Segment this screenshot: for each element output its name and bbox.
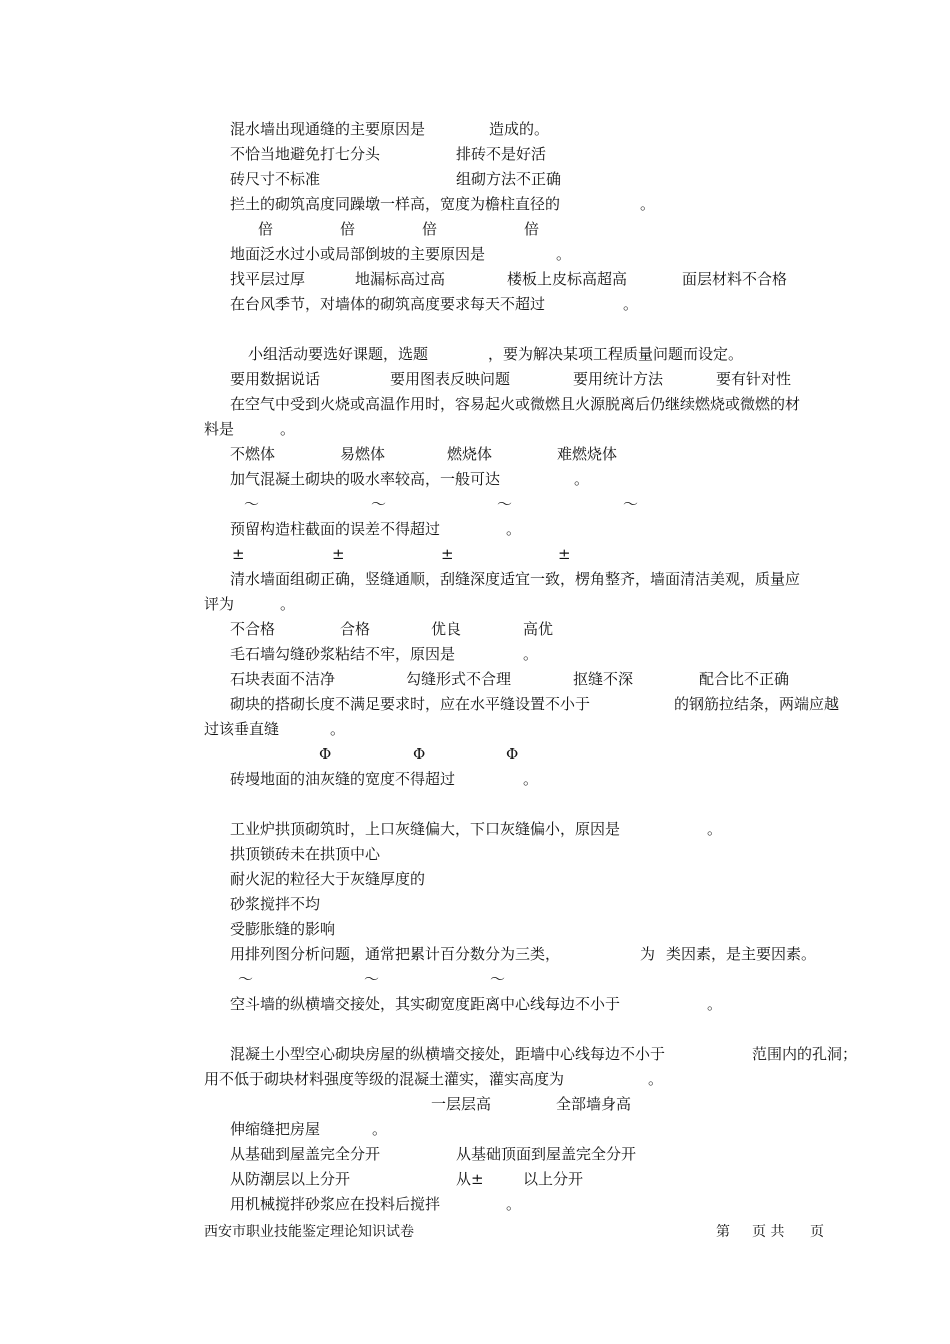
text-segment: 过该垂直缝 (204, 720, 280, 738)
option-text: ± (558, 545, 571, 563)
option-text: 不合格 (230, 620, 276, 638)
text-segment: 。 (574, 470, 590, 488)
option-text: 砖尺寸不标准 (230, 170, 321, 188)
option-text: ～ (238, 970, 254, 988)
option-text: ～ (364, 970, 380, 988)
option-text: 要用统计方法 (573, 370, 664, 388)
option-text: 拱顶锁砖未在拱顶中心 (230, 845, 381, 863)
option-text: 不恰当地避免打七分头 (230, 145, 381, 163)
text-segment: 小组活动要选好课题，选题 (248, 345, 429, 363)
footer-page-label: 页 共 (752, 1224, 785, 1240)
option-text: 易燃体 (340, 445, 386, 463)
option-text: 倍 (524, 220, 540, 238)
text-segment: 混凝土小型空心砌块房屋的纵横墙交接处，距墙中心线每边不小于 (230, 1045, 666, 1063)
option-text: 组砌方法不正确 (456, 170, 562, 188)
text-segment: 砖墁地面的油灰缝的宽度不得超过 (230, 770, 456, 788)
text-segment: 用排列图分析问题，通常把累计百分数分为三类， (230, 945, 561, 963)
option-text: 要用数据说话 (230, 370, 321, 388)
option-text: Φ (319, 745, 332, 763)
text-segment: 的钢筋拉结条，两端应越 (674, 695, 840, 713)
option-text: 从基础顶面到屋盖完全分开 (456, 1145, 637, 1163)
text-segment: 评为 (204, 595, 235, 613)
option-text: ± (232, 545, 245, 563)
text-segment: 砌块的搭砌长度不满足要求时，应在水平缝设置不小于 (230, 695, 591, 713)
option-text: 倍 (258, 220, 274, 238)
option-text: 楼板上皮标高超高 (507, 270, 628, 288)
option-text: 燃烧体 (447, 445, 493, 463)
option-text: 高优 (523, 620, 554, 638)
option-text: Φ (506, 745, 519, 763)
text-segment: 。 (707, 995, 723, 1013)
text-segment: 。 (523, 770, 539, 788)
text-segment: 为 (640, 945, 656, 963)
option-text: 优良 (431, 620, 462, 638)
option-text: 倍 (340, 220, 356, 238)
text-segment: 伸缩缝把房屋 (230, 1120, 321, 1138)
option-text: ～ (623, 495, 639, 513)
text-segment: 用机械搅拌砂浆应在投料后搅拌 (230, 1195, 441, 1213)
option-text: 从基础到屋盖完全分开 (230, 1145, 381, 1163)
option-text: 从防潮层以上分开 (230, 1170, 351, 1188)
text-segment: 。 (556, 245, 572, 263)
text-segment: 。 (280, 595, 296, 613)
text-segment: 加气混凝土砌块的吸水率较高，一般可达 (230, 470, 501, 488)
option-text: 全部墙身高 (556, 1095, 632, 1113)
text-segment: 。 (623, 295, 639, 313)
text-segment: 。 (640, 195, 656, 213)
text-segment: 混水墙出现通缝的主要原因是 (230, 120, 426, 138)
option-text: 石块表面不洁净 (230, 670, 336, 688)
text-segment: 在空气中受到火烧或高温作用时，容易起火或微燃且火源脱离后仍继续燃烧或微燃的材 (230, 395, 801, 413)
text-segment: 。 (523, 645, 539, 663)
option-text: 面层材料不合格 (682, 270, 788, 288)
option-text: 难燃烧体 (557, 445, 618, 463)
option-text: 从± (456, 1170, 484, 1188)
option-text: 以上分开 (523, 1170, 584, 1188)
option-text: 排砖不是好活 (456, 145, 547, 163)
option-text: 倍 (422, 220, 438, 238)
text-segment: 毛石墙勾缝砂浆粘结不牢，原因是 (230, 645, 456, 663)
text-segment: 空斗墙的纵横墙交接处，其实砌宽度距离中心线每边不小于 (230, 995, 621, 1013)
option-text: 砂浆搅拌不均 (230, 895, 321, 913)
option-text: 合格 (340, 620, 371, 638)
footer-page-label: 第 (716, 1224, 730, 1240)
option-text: 不燃体 (230, 445, 276, 463)
text-segment: 类因素，是主要因素。 (666, 945, 817, 963)
text-segment: 造成的。 (489, 120, 550, 138)
option-text: 地漏标高过高 (355, 270, 446, 288)
text-segment: 。 (280, 420, 296, 438)
option-text: 要用图表反映问题 (390, 370, 511, 388)
text-segment: 。 (372, 1120, 388, 1138)
option-text: ～ (490, 970, 506, 988)
option-text: 抠缝不深 (573, 670, 634, 688)
text-segment: 拦土的砌筑高度同躁墩一样高，宽度为檐柱直径的 (230, 195, 561, 213)
footer-page-label: 页 (810, 1224, 824, 1240)
option-text: 耐火泥的粒径大于灰缝厚度的 (230, 870, 426, 888)
text-segment: 预留构造柱截面的误差不得超过 (230, 520, 441, 538)
option-text: 配合比不正确 (699, 670, 790, 688)
text-segment: ，要为解决某项工程质量问题而设定。 (488, 345, 744, 363)
option-text: 要有针对性 (716, 370, 792, 388)
option-text: ～ (497, 495, 513, 513)
text-segment: 。 (506, 1195, 522, 1213)
text-segment: 。 (707, 820, 723, 838)
option-text: Φ (413, 745, 426, 763)
text-segment: 用不低于砌块材料强度等级的混凝土灌实，灌实高度为 (204, 1070, 565, 1088)
text-segment: 。 (330, 720, 346, 738)
text-segment: 清水墙面组砌正确，竖缝通顺，刮缝深度适宜一致，楞角整齐，墙面清洁美观，质量应 (230, 570, 801, 588)
option-text: ～ (371, 495, 387, 513)
text-segment: 工业炉拱顶砌筑时，上口灰缝偏大，下口灰缝偏小，原因是 (230, 820, 621, 838)
text-segment: 范围内的孔洞； (752, 1045, 858, 1063)
option-text: 找平层过厚 (230, 270, 306, 288)
option-text: ～ (244, 495, 260, 513)
option-text: 受膨胀缝的影响 (230, 920, 336, 938)
option-text: 一层层高 (431, 1095, 492, 1113)
text-segment: 在台风季节，对墙体的砌筑高度要求每天不超过 (230, 295, 546, 313)
option-text: 勾缝形式不合理 (406, 670, 512, 688)
option-text: ± (441, 545, 454, 563)
text-segment: 料是 (204, 420, 235, 438)
text-segment: 。 (648, 1070, 664, 1088)
footer-title: 西安市职业技能鉴定理论知识试卷 (204, 1224, 414, 1240)
text-segment: 。 (506, 520, 522, 538)
option-text: ± (332, 545, 345, 563)
text-segment: 地面泛水过小或局部倒坡的主要原因是 (230, 245, 486, 263)
